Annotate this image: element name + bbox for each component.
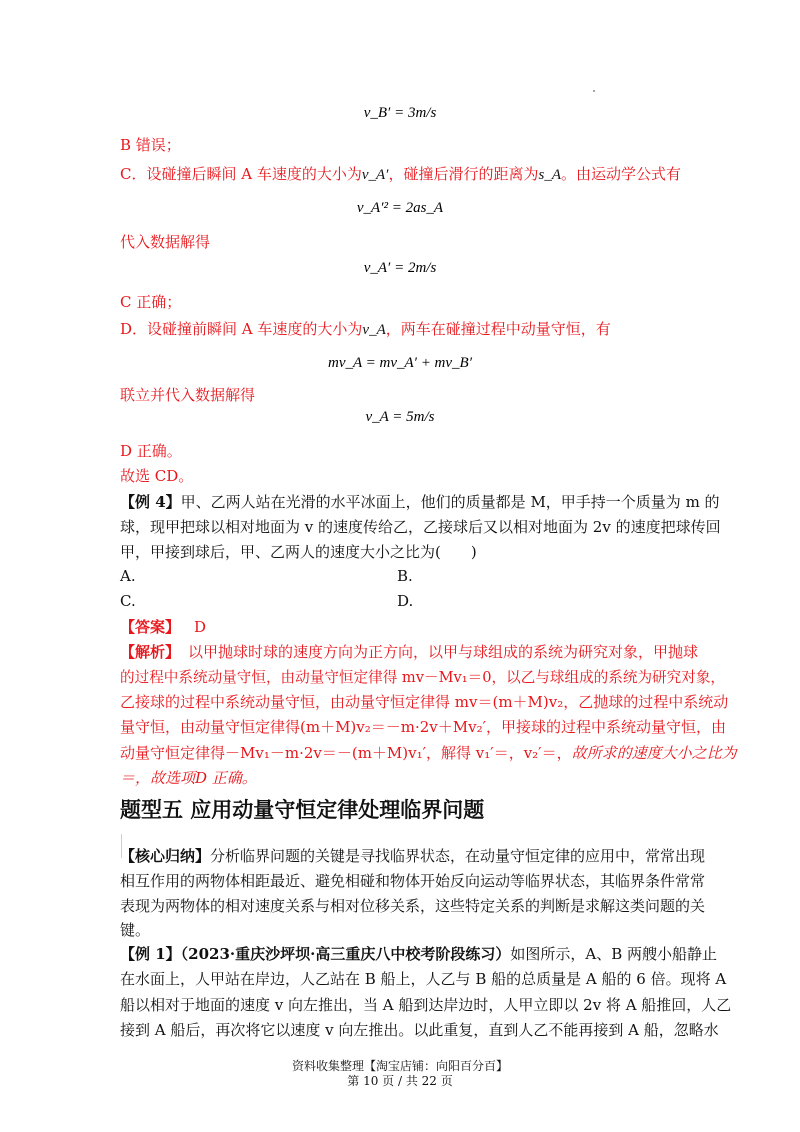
equation-momentum-text: mv_A = mv_A′ + mv_B′ <box>328 355 472 371</box>
example1-line3: 船以相对于地面的速度 v 向左推出，当 A 船到达岸边时，人甲立即以 2v 将 A 船推回，人乙 <box>120 996 732 1014</box>
option-c: C. <box>120 592 136 610</box>
analysis-text5b: 故所求的速度大小之比为 <box>571 744 737 762</box>
core-tag: 【核心归纳】 <box>120 847 211 865</box>
speck-mark <box>593 90 595 92</box>
core-line1 <box>120 845 705 866</box>
example1-tag: 【例 1】 <box>120 945 181 963</box>
option-a: A. <box>120 567 136 585</box>
core-text1: 分析临界问题的关键是寻找临界状态，在动量守恒定律的应用中，常常出现 <box>210 847 706 865</box>
analysis-line1 <box>120 641 698 662</box>
equation-kinematics-text: v_A′² = 2as_A <box>356 200 444 216</box>
answer-line <box>120 616 206 637</box>
example1-line1 <box>120 943 717 964</box>
c-intro-part1: C．设碰撞后瞬间 A 车速度的大小为 <box>120 165 362 183</box>
c-correct-text: C 正确； <box>120 293 182 311</box>
analysis-line4: 量守恒，由动量守恒定律得(m＋M)v₂＝－m·2v＋Mv₂′，甲接球的过程中系统动量守恒，由 <box>120 718 727 736</box>
analysis-text1: 以甲抛球时球的速度方向为正方向，以甲与球组成的系统为研究对象，甲抛球 <box>188 643 699 661</box>
example1-source: （2023·重庆沙坪坝·高三重庆八中校考阶段练习） <box>180 945 511 963</box>
analysis-line5 <box>120 742 737 763</box>
answer-value: D <box>194 618 207 636</box>
example1-line2: 在水面上，人甲站在岸边，人乙站在 B 船上，人乙与 B 船的总质量是 A 船的 6 倍。现将 A <box>120 970 727 988</box>
option-b: B. <box>397 567 413 585</box>
example4-text1: 甲、乙两人站在光滑的水平冰面上，他们的质量都是 M，甲手持一个质量为 m 的 <box>180 493 720 511</box>
c-intro-part3: 。由运动学公式有 <box>560 165 681 183</box>
example4-line3: 甲，甲接到球后，甲、乙两人的速度大小之比为( ) <box>120 543 477 561</box>
analysis-line2: 的过程中系统动量守恒，由动量守恒定律得 mv－Mv₁＝0，以乙与球组成的系统为研究对象， <box>120 669 726 686</box>
example4-line2: 球，现甲把球以相对地面为 v 的速度传给乙，乙接球后又以相对地面为 2v 的速度把球传回 <box>120 518 721 536</box>
d-intro-part2: ，两车在碰撞过程中动量守恒，有 <box>385 320 611 338</box>
page-number: 第 10 页 / 共 22 页 <box>347 1074 453 1088</box>
c-intro-symbol-sa: s_A <box>538 167 561 183</box>
d-intro-line <box>120 318 611 339</box>
d-intro-symbol-va: v_A <box>362 322 386 338</box>
equation-va <box>0 409 800 426</box>
core-line4: 键。 <box>120 921 151 939</box>
section-title: 题型五 应用动量守恒定律处理临界问题 <box>120 798 485 822</box>
answer-tag: 【答案】 <box>120 618 181 636</box>
equation-va-prime <box>0 260 800 277</box>
analysis-line3: 乙接球的过程中系统动量守恒，由动量守恒定律得 mv＝(m＋M)v₂，乙抛球的过程中系统动 <box>120 693 729 711</box>
example4-line1 <box>120 491 720 512</box>
b-wrong-text: B 错误； <box>120 136 181 154</box>
footer-source: 资料收集整理【淘宝店铺：向阳百分百】 <box>291 1059 508 1073</box>
example1-text1: 如图所示，A、B 两艘小船静止 <box>510 945 717 963</box>
d-correct-text: D 正确。 <box>120 442 182 460</box>
analysis-text5a: 动量守恒定律得－Mv₁－m·2v＝－(m＋M)v₁′，解得 v₁′＝，v₂′＝， <box>120 744 572 762</box>
equation-momentum <box>0 355 800 372</box>
equation-va-prime-text: v_A′ = 2m/s <box>363 260 437 276</box>
example4-tag: 【例 4】 <box>120 493 181 511</box>
c-intro-symbol-va-prime: v_A′ <box>361 167 389 183</box>
core-line3: 表现为两物体的相对速度关系与相对位移关系，这些特定关系的判断是求解这类问题的关 <box>120 897 706 915</box>
core-line2: 相互作用的两物体相距最近、避免相碰和物体开始反向运动等临界状态，其临界条件常常 <box>120 872 706 890</box>
equation-vb-text: v_B′ = 3m/s <box>363 105 437 121</box>
option-d: D. <box>397 592 414 610</box>
equation-vb <box>0 105 800 122</box>
substitute-text-2: 联立并代入数据解得 <box>120 386 256 404</box>
c-intro-line <box>120 163 681 184</box>
d-intro-part1: D．设碰撞前瞬间 A 车速度的大小为 <box>120 320 363 338</box>
c-intro-part2: ，碰撞后滑行的距离为 <box>388 165 539 183</box>
equation-va-text: v_A = 5m/s <box>365 409 435 425</box>
substitute-text-1: 代入数据解得 <box>120 233 211 251</box>
example1-line4: 接到 A 船后，再次将它以速度 v 向左推出。以此重复，直到人乙不能再接到 A 船，忽略水 <box>120 1021 719 1039</box>
analysis-tag: 【解析】 <box>120 643 181 661</box>
choose-text: 故选 CD。 <box>120 467 194 485</box>
equation-kinematics <box>0 200 800 217</box>
analysis-line6: ＝，故选项D 正确。 <box>120 769 257 787</box>
